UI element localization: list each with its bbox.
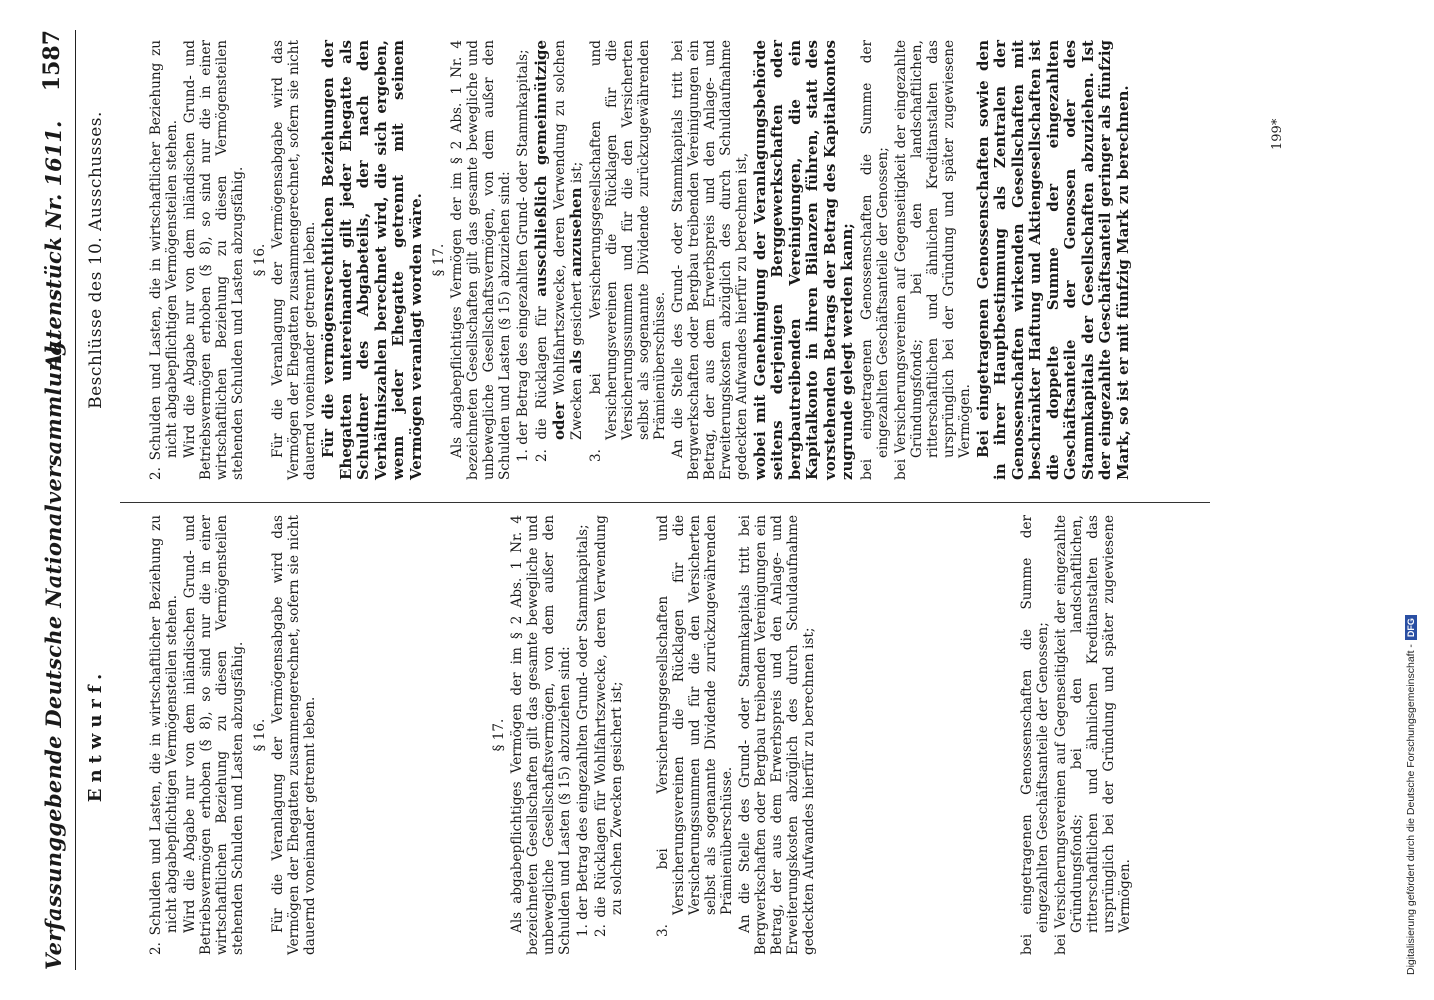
left-item-1: 1. der Betrag des eingezahlten Grund- oder Stammkapitals; [575,524,591,937]
left-bergbau: An die Stelle des Grund- oder Stammkapitals tritt bei Bergwerkschaften oder Bergbau treibenden Vereinigungen ein Betrag, der aus dem Erwerbspreis und den Anlage- und Erweiterungskosten abzüglich des durch Schuldaufnahme gedeckten Aufwandes hierfür zu berechnen ist; [737,515,817,955]
left-sec17-heading: § 17. [491,718,507,752]
right-para-2b: Wird die Abgabe nur von dem inländischen Grund- und Betriebsvermögen erhoben (§ 8), so sind nur die in einer wirtschaftlichen Beziehung zu diesen Vermögensteilen stehenden Schulden und Lasten abzugsfähig. [182,40,246,480]
right-sec16-amendment: Für die vermögensrechtlichen Beziehungen der Ehegatten untereinander gilt jeder Ehegatte als Schuldner des Abgabeteils, der nach den Verhältniszahlen berechnet wird, die sich ergeben, wenn jeder Ehegatte getrennt mit seinem Vermögen veranlagt worden wäre. [319,40,425,480]
page-header [35,30,76,970]
header-document-number: Aktenstück Nr. 1611. [41,120,66,370]
left-column-entwurf [85,515,1135,955]
signature-mark: 199* [1270,118,1285,150]
left-genossenschaften: bei eingetragenen Genossenschaften die Summe der eingezahlten Geschäftsanteile der Genossen; [1019,515,1051,955]
dfg-logo: DFG [1405,615,1417,640]
right-bergbau-amendment: wobei mit Genehmigung der Veranlagungsbehörde seitens derjenigen Berggewerkschaften oder bergbautreibenden Vereinigungen, die ein Kapitalkonto in ihren Bilanzen führen, statt des vorstehenden Betrags der Betrag des Kapitalkontos zugrunde gelegt werden kann; [750,40,856,480]
left-para-2: 2. Schulden und Lasten, die in wirtschaftlicher Beziehung zu nicht abgabepflichtigen Vermögensteilen stehen. [148,515,180,955]
right-sec16-text: Für die Veranlagung der Vermögensabgabe wird das Vermögen der Ehegatten zusammengerechnet, sofern sie nicht dauernd voneinander getrennt leben. [270,40,318,480]
left-para-2b: Wird die Abgabe nur von dem inländischen Grund- und Betriebsvermögen erhoben (§ 8), so sind nur die in einer wirtschaftlichen Beziehung zu diesen Vermögensteilen stehenden Schulden und Lasten abzugsfähig. [182,515,246,955]
right-column-beschluesse [88,40,1134,480]
left-item-3: 3. bei Versicherungsgesellschaften und Versicherungsvereinen die Rücklagen für die Versicherungssummen und für die den Versicherten selbst als sogenannte Dividende zurückzugewährenden Prämienüberschüsse. [655,515,735,937]
right-item-1: 1. der Betrag des eingezahlten Grund- oder Stammkapitals; [515,49,531,462]
left-sec17-text: Als abgabepflichtiges Vermögen der im § 2 Abs. 1 Nr. 4 bezeichneten Gesellschaften gilt das gesamte bewegliche und unbewegliche Gesellschaftsvermögen, von dem außer den Schulden und Lasten (§ 15) abzuziehen sind: [509,515,573,955]
left-column-title: Entwurf. [85,667,106,803]
right-final-amendment: Bei eingetragenen Genossenschaften sowie den in ihrer Hauptbestimmung als Zentralen der Genossenschaften wirkenden Gesellschaften mit beschränkter Haftung und Aktiengesellschaften ist die doppelte Summe der eingezahlten Geschäftsanteile der Genossen oder des Stammkapitals der Gesellschaften abzuziehen. Ist der eingezahlte Geschäftsanteil geringer als fünfzig Mark, so ist er mit fünfzig Mark zu berechnen. [973,40,1132,480]
right-sec17-text: Als abgabepflichtiges Vermögen der im § 2 Abs. 1 Nr. 4 bezeichneten Gesellschaften gilt das gesamte bewegliche und unbewegliche Gesellschaftsvermögen, von dem außer den Schulden und Lasten (§ 15) abzuziehen sind: [449,40,513,480]
credit-text: Digitalisierung gefördert durch die Deutsche Forschungsgemeinschaft - [1405,644,1417,975]
page-number: 1587 [39,30,65,92]
right-item-2: 2. die Rücklagen für ausschließlich gemeinnützige oder Wohlfahrtszwecke, deren Verwendung zu solchen Zwecken als gesichert anzusehen ist; [532,40,585,462]
column-divider [120,502,1210,503]
left-sec16-heading: § 16. [252,718,268,752]
header-title: Verfassunggebende Deutsche Nationalversammlung. [41,333,66,970]
digitization-credit [1405,35,1427,975]
right-column-title: Beschlüsse des 10. Ausschusses. [86,111,106,409]
right-versicherung: bei Versicherungsvereinen auf Gegenseitigkeit der eingezahlte Gründungsfonds; bei den landschaftlichen, ritterschaftlichen und ähnlichen Kreditanstalten das ursprünglich bei der Gründung und später zugewiesene Vermögen. [892,40,973,480]
right-sec16-heading: § 16. [252,243,268,277]
left-item-2: 2. die Rücklagen für Wohlfahrtszwecke, deren Verwendung zu solchen Zwecken gesichert ist; [593,515,625,937]
right-item-3: 3. bei Versicherungsgesellschaften und Versicherungsvereinen die Rücklagen für die Versicherungssummen und für die den Versicherten selbst als sogenannte Dividende zurückzugewährenden Prämienüberschüsse. [587,40,668,462]
left-sec16-text: Für die Veranlagung der Vermögensabgabe wird das Vermögen der Ehegatten zusammengerechnet, sofern sie nicht dauernd voneinander getrennt leben. [270,515,318,955]
left-versicherung: bei Versicherungsvereinen auf Gegenseitigkeit der eingezahlte Gründungsfonds; bei den landschaftlichen, ritterschaftlichen und ähnlichen Kreditanstalten das ursprünglich bei der Gründung und später zugewiesene Vermögen. [1053,515,1133,955]
right-genossenschaften: bei eingetragenen Genossenschaften die Summe der eingezahlten Geschäftsanteile der Genossen; [858,40,891,480]
right-sec17-heading: § 17. [431,243,447,277]
right-para-2: 2. Schulden und Lasten, die in wirtschaftlicher Beziehung zu nicht abgabepflichtigen Vermögensteilen stehen. [148,40,180,480]
right-bergbau: An die Stelle des Grund- oder Stammkapitals tritt bei Bergwerkschaften oder Bergbau treibenden Vereinigungen ein Betrag, der aus dem Erwerbspreis und den Anlage- und Erweiterungskosten abzüglich des durch Schuldaufnahme gedeckten Aufwandes hierfür zu berechnen ist, [669,40,750,480]
